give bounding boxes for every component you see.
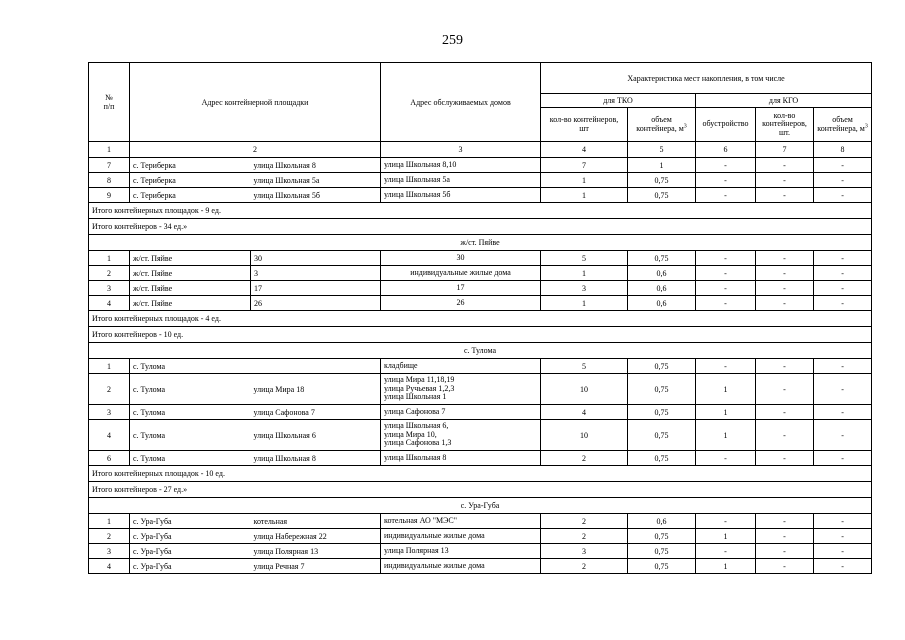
settlement-cell: с. Ура-Губа — [130, 544, 251, 559]
houses-cell: улица Школьная 8 — [381, 451, 541, 466]
row-number: 3 — [89, 405, 130, 420]
total-row — [89, 311, 872, 327]
kgo-volume-cell: - — [814, 266, 872, 281]
kgo-count-cell: - — [756, 514, 814, 529]
header-kgo-volume: объем контейнера, $м^3$ — [814, 108, 872, 142]
kgo-count-cell: - — [756, 173, 814, 188]
tko-volume-cell: 0,6 — [628, 266, 696, 281]
street-cell — [251, 359, 381, 374]
settlement-cell: ж/ст. Пяйве — [130, 266, 251, 281]
houses-cell: улица Школьная 5б — [381, 188, 541, 203]
col-num-7: 7 — [756, 142, 814, 158]
section-row — [89, 343, 872, 359]
row-number: 1 — [89, 251, 130, 266]
street-cell: улица Школьная 5б — [251, 188, 381, 203]
tko-count-cell: 2 — [541, 529, 628, 544]
tko-volume-cell: 0,75 — [628, 451, 696, 466]
street-cell: улица Набережная 22 — [251, 529, 381, 544]
kgo-count-cell: - — [756, 296, 814, 311]
section-title: ж/ст. Пяйве — [89, 235, 872, 251]
tko-volume-cell: 0,75 — [628, 544, 696, 559]
tko-volume-cell: 0,75 — [628, 188, 696, 203]
kgo-equipped-cell: 1 — [696, 559, 756, 574]
page-number: 259 — [442, 33, 463, 48]
total-row — [89, 219, 872, 235]
kgo-count-cell: - — [756, 559, 814, 574]
settlement-cell: ж/ст. Пяйве — [130, 281, 251, 296]
tko-count-cell: 5 — [541, 359, 628, 374]
header-tko: для ТКО — [541, 94, 696, 108]
kgo-count-cell: - — [756, 405, 814, 420]
tko-count-cell: 4 — [541, 405, 628, 420]
kgo-volume-cell: - — [814, 251, 872, 266]
column-numbers-row — [89, 142, 872, 158]
header-tko-volume: объем контейнера, $м^3$ — [628, 108, 696, 142]
houses-cell: индивидуальные жилые дома — [381, 266, 541, 281]
settlement-cell: с. Ура-Губа — [130, 514, 251, 529]
section-row — [89, 235, 872, 251]
col-num-1: 1 — [89, 142, 130, 158]
row-number: 4 — [89, 420, 130, 451]
kgo-volume-cell: - — [814, 374, 872, 405]
tko-count-cell: 3 — [541, 281, 628, 296]
total-text: Итого контейнеров - 10 ед. — [89, 327, 872, 343]
tko-count-cell: 2 — [541, 451, 628, 466]
kgo-equipped-cell: - — [696, 188, 756, 203]
settlement-cell: с. Тулома — [130, 451, 251, 466]
total-row — [89, 327, 872, 343]
row-number: 4 — [89, 296, 130, 311]
col-num-3: 3 — [381, 142, 541, 158]
kgo-count-cell: - — [756, 251, 814, 266]
tko-volume-cell: 0,75 — [628, 559, 696, 574]
header-num: № п/п — [89, 63, 130, 142]
kgo-count-cell: - — [756, 158, 814, 173]
kgo-equipped-cell: - — [696, 514, 756, 529]
kgo-volume-cell: - — [814, 514, 872, 529]
settlement-cell: с. Териберка — [130, 173, 251, 188]
table-row — [89, 451, 872, 466]
table-row — [89, 266, 872, 281]
kgo-volume-cell: - — [814, 296, 872, 311]
houses-cell: улица Школьная 8,10 — [381, 158, 541, 173]
table-body — [89, 158, 872, 574]
header-characteristic: Характеристика мест накопления, в том числе — [541, 63, 872, 94]
kgo-volume-cell: - — [814, 188, 872, 203]
tko-volume-cell: 0,6 — [628, 296, 696, 311]
row-number: 2 — [89, 374, 130, 405]
kgo-count-cell: - — [756, 281, 814, 296]
header-address-houses: Адрес обслуживаемых домов — [381, 63, 541, 142]
row-number: 3 — [89, 544, 130, 559]
kgo-volume-cell: - — [814, 281, 872, 296]
total-text: Итого контейнеров - 34 ед.» — [89, 219, 872, 235]
kgo-equipped-cell: - — [696, 296, 756, 311]
street-cell: улица Речная 7 — [251, 559, 381, 574]
settlement-cell: ж/ст. Пяйве — [130, 296, 251, 311]
tko-count-cell: 1 — [541, 188, 628, 203]
kgo-count-cell: - — [756, 188, 814, 203]
total-text: Итого контейнерных площадок - 10 ед. — [89, 466, 872, 482]
settlement-cell: с. Тулома — [130, 420, 251, 451]
kgo-count-cell: - — [756, 451, 814, 466]
kgo-equipped-cell: - — [696, 451, 756, 466]
settlement-cell: с. Тулома — [130, 405, 251, 420]
section-title: с. Тулома — [89, 343, 872, 359]
tko-count-cell: 1 — [541, 173, 628, 188]
kgo-equipped-cell: 1 — [696, 420, 756, 451]
houses-cell: улица Школьная 6, улица Мира 10, улица Сафонова 1,3 — [381, 420, 541, 451]
kgo-volume-cell: - — [814, 544, 872, 559]
kgo-volume-cell: - — [814, 529, 872, 544]
street-cell: 17 — [251, 281, 381, 296]
tko-count-cell: 2 — [541, 559, 628, 574]
tko-volume-cell: 0,75 — [628, 374, 696, 405]
kgo-equipped-cell: 1 — [696, 374, 756, 405]
col-num-8: 8 — [814, 142, 872, 158]
houses-cell: улица Школьная 5а — [381, 173, 541, 188]
street-cell: улица Полярная 13 — [251, 544, 381, 559]
col-num-5: 5 — [628, 142, 696, 158]
section-row — [89, 498, 872, 514]
row-number: 2 — [89, 529, 130, 544]
kgo-volume-cell: - — [814, 451, 872, 466]
table-row — [89, 251, 872, 266]
kgo-count-cell: - — [756, 529, 814, 544]
street-cell: улица Школьная 8 — [251, 158, 381, 173]
table-row — [89, 359, 872, 374]
tko-count-cell: 3 — [541, 544, 628, 559]
row-number: 6 — [89, 451, 130, 466]
col-num-4: 4 — [541, 142, 628, 158]
settlement-cell: с. Ура-Губа — [130, 559, 251, 574]
settlement-cell: с. Териберка — [130, 188, 251, 203]
table-row — [89, 158, 872, 173]
houses-cell: улица Сафонова 7 — [381, 405, 541, 420]
table-row — [89, 405, 872, 420]
tko-volume-cell: 0,6 — [628, 281, 696, 296]
table-row — [89, 420, 872, 451]
col-num-6: 6 — [696, 142, 756, 158]
kgo-equipped-cell: - — [696, 281, 756, 296]
total-text: Итого контейнерных площадок - 9 ед. — [89, 203, 872, 219]
settlement-cell: с. Ура-Губа — [130, 529, 251, 544]
kgo-volume-cell: - — [814, 559, 872, 574]
table-row — [89, 559, 872, 574]
table-row — [89, 374, 872, 405]
kgo-equipped-cell: - — [696, 173, 756, 188]
tko-volume-cell: 0,75 — [628, 529, 696, 544]
kgo-count-cell: - — [756, 359, 814, 374]
table-row — [89, 188, 872, 203]
kgo-count-cell: - — [756, 266, 814, 281]
houses-cell: 30 — [381, 251, 541, 266]
total-row — [89, 466, 872, 482]
tko-volume-cell: 0,75 — [628, 359, 696, 374]
street-cell: 30 — [251, 251, 381, 266]
kgo-volume-cell: - — [814, 405, 872, 420]
table-row — [89, 281, 872, 296]
street-cell: улица Мира 18 — [251, 374, 381, 405]
row-number: 8 — [89, 173, 130, 188]
total-text: Итого контейнеров - 27 ед.» — [89, 482, 872, 498]
settlement-cell: с. Тулома — [130, 359, 251, 374]
container-sites-table — [88, 62, 872, 574]
kgo-volume-cell: - — [814, 158, 872, 173]
tko-volume-cell: 0,75 — [628, 405, 696, 420]
houses-cell: котельная АО "МЭС" — [381, 514, 541, 529]
tko-volume-cell: 0,75 — [628, 173, 696, 188]
street-cell: 3 — [251, 266, 381, 281]
kgo-volume-cell: - — [814, 420, 872, 451]
row-number: 4 — [89, 559, 130, 574]
row-number: 9 — [89, 188, 130, 203]
houses-cell: улица Полярная 13 — [381, 544, 541, 559]
col-num-2: 2 — [130, 142, 381, 158]
kgo-equipped-cell: - — [696, 266, 756, 281]
kgo-count-cell: - — [756, 544, 814, 559]
street-cell: улица Школьная 5а — [251, 173, 381, 188]
tko-count-cell: 5 — [541, 251, 628, 266]
houses-cell: индивидуальные жилые дома — [381, 529, 541, 544]
houses-cell: кладбище — [381, 359, 541, 374]
kgo-equipped-cell: - — [696, 251, 756, 266]
tko-count-cell: 1 — [541, 266, 628, 281]
kgo-count-cell: - — [756, 374, 814, 405]
row-number: 3 — [89, 281, 130, 296]
kgo-equipped-cell: 1 — [696, 405, 756, 420]
tko-volume-cell: 1 — [628, 158, 696, 173]
header-kgo: для КГО — [696, 94, 872, 108]
table-row — [89, 514, 872, 529]
kgo-equipped-cell: - — [696, 544, 756, 559]
table-row — [89, 529, 872, 544]
houses-cell: улица Мира 11,18,19 улица Ручьевая 1,2,3 улица Школьная 1 — [381, 374, 541, 405]
street-cell: 26 — [251, 296, 381, 311]
tko-count-cell: 1 — [541, 296, 628, 311]
table-row — [89, 296, 872, 311]
settlement-cell: с. Териберка — [130, 158, 251, 173]
row-number: 1 — [89, 514, 130, 529]
header-tko-count: кол-во контейнеров, шт — [541, 108, 628, 142]
table-row — [89, 544, 872, 559]
kgo-equipped-cell: - — [696, 359, 756, 374]
header-kgo-count: кол-во контейнеров, шт. — [756, 108, 814, 142]
settlement-cell: с. Тулома — [130, 374, 251, 405]
settlement-cell: ж/ст. Пяйве — [130, 251, 251, 266]
tko-count-cell: 10 — [541, 374, 628, 405]
kgo-volume-cell: - — [814, 173, 872, 188]
row-number: 1 — [89, 359, 130, 374]
tko-count-cell: 10 — [541, 420, 628, 451]
street-cell: котельная — [251, 514, 381, 529]
street-cell: улица Сафонова 7 — [251, 405, 381, 420]
tko-count-cell: 7 — [541, 158, 628, 173]
tko-count-cell: 2 — [541, 514, 628, 529]
street-cell: улица Школьная 6 — [251, 420, 381, 451]
tko-volume-cell: 0,75 — [628, 251, 696, 266]
header-kgo-equipped: обустройство — [696, 108, 756, 142]
street-cell: улица Школьная 8 — [251, 451, 381, 466]
houses-cell: 26 — [381, 296, 541, 311]
row-number: 2 — [89, 266, 130, 281]
kgo-equipped-cell: - — [696, 158, 756, 173]
kgo-count-cell: - — [756, 420, 814, 451]
tko-volume-cell: 0,6 — [628, 514, 696, 529]
kgo-equipped-cell: 1 — [696, 529, 756, 544]
table-row — [89, 173, 872, 188]
total-row — [89, 203, 872, 219]
houses-cell: индивидуальные жилые дома — [381, 559, 541, 574]
total-text: Итого контейнерных площадок - 4 ед. — [89, 311, 872, 327]
header-address-site: Адрес контейнерной площадки — [130, 63, 381, 142]
section-title: с. Ура-Губа — [89, 498, 872, 514]
kgo-volume-cell: - — [814, 359, 872, 374]
tko-volume-cell: 0,75 — [628, 420, 696, 451]
row-number: 7 — [89, 158, 130, 173]
houses-cell: 17 — [381, 281, 541, 296]
total-row — [89, 482, 872, 498]
